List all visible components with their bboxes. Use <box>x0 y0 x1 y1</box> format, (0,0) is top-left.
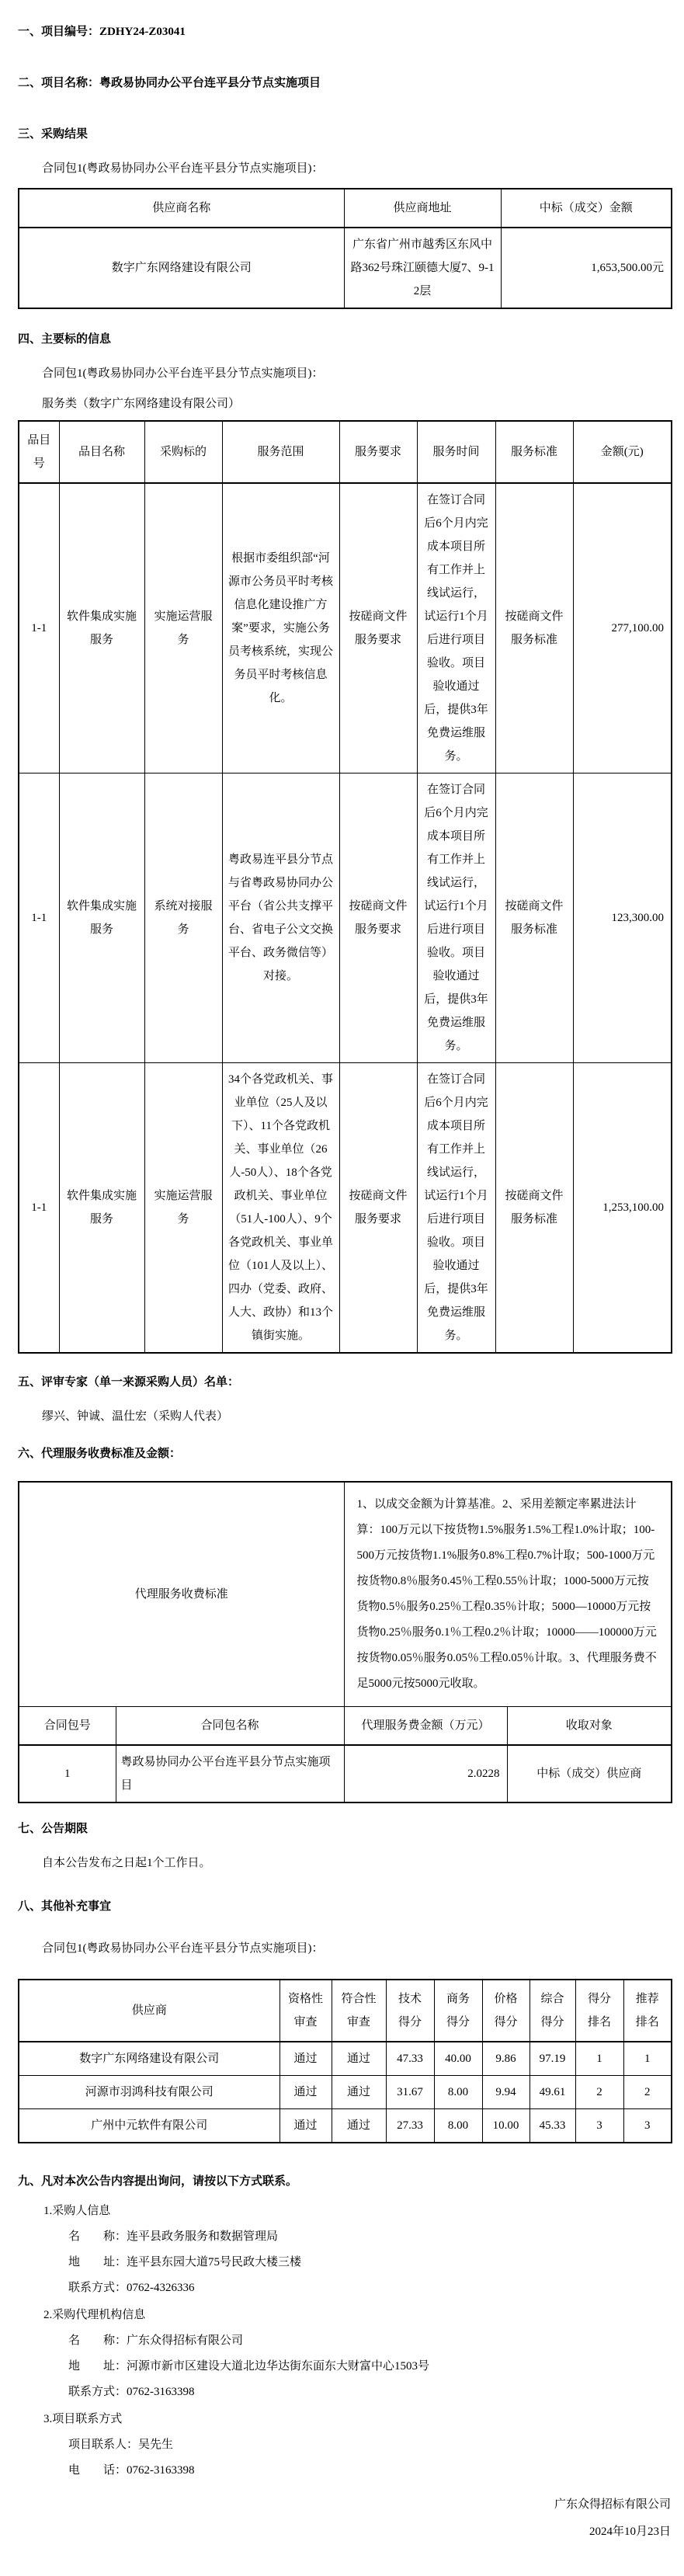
header-cell: 供应商 <box>19 1980 280 2042</box>
subject-cell: 系统对接服务 <box>144 773 222 1063</box>
header-cell: 合同包号 <box>19 1707 116 1746</box>
header-cell: 金额(元) <box>573 421 672 483</box>
header-cell: 服务时间 <box>417 421 495 483</box>
header-cell: 服务标准 <box>495 421 573 483</box>
business-score-cell: 8.00 <box>434 2076 482 2109</box>
price-score-cell: 9.86 <box>482 2042 529 2076</box>
project-contact-phone-line: 电 话：0762-3163398 <box>68 2464 195 2477</box>
service-time-cell: 在签订合同后6个月内完成本项目所有工作并上线试运行，试运行1个月后进行项目验收。项目验收通过后，提供3年免费运维服务。 <box>417 483 495 773</box>
business-score-cell: 8.00 <box>434 2109 482 2143</box>
total-score-cell: 49.61 <box>529 2076 575 2109</box>
project-contact-heading: 3.项目联系方式 <box>43 2413 123 2425</box>
header-cell: 商务得分 <box>434 1980 482 2042</box>
service-scope-cell: 34个各党政机关、事业单位（25人及以下）、11个各党政机关、事业单位（26人-50人）、18个各党政机关、事业单位（51人-100人）、9个各党政机关、事业单位（101人及以上）、四办（党委、政府、人大、政协）和13个镇街实施。 <box>222 1063 339 1354</box>
agency-address-line: 地 址：河源市新市区建设大道北边华达街东面东大财富中心1503号 <box>68 2360 430 2373</box>
score-rank-cell: 2 <box>575 2076 623 2109</box>
service-requirement-cell: 按磋商文件服务要求 <box>339 483 417 773</box>
subject-cell: 实施运营服务 <box>144 1063 222 1354</box>
technical-score-cell: 47.33 <box>386 2042 434 2076</box>
total-score-cell: 97.19 <box>529 2042 575 2076</box>
section-project-name-title: 二、项目名称：粤政易协同办公平台连平县分节点实施项目 <box>18 77 321 89</box>
section-experts-title: 五、评审专家（单一来源采购人员）名单： <box>18 1376 240 1389</box>
subject-info-table <box>18 420 672 1354</box>
price-score-cell: 9.94 <box>482 2076 529 2109</box>
section-other-matters-title: 八、其他补充事宜 <box>18 1900 112 1913</box>
service-standard-cell: 按磋商文件服务标准 <box>495 483 573 773</box>
qualification-review-cell: 通过 <box>280 2042 332 2076</box>
table-row <box>19 1063 672 1354</box>
section-contact-title: 九、凡对本次公告内容提出询问，请按以下方式联系。 <box>18 2175 298 2188</box>
service-requirement-cell: 按磋商文件服务要求 <box>339 1063 417 1354</box>
package-no-cell: 1 <box>19 1745 116 1803</box>
agency-fee-amount-cell: 2.0228 <box>344 1745 507 1803</box>
header-cell: 品目名称 <box>59 421 144 483</box>
header-cell: 服务要求 <box>339 421 417 483</box>
header-cell: 服务范围 <box>222 421 339 483</box>
score-rank-cell: 3 <box>575 2109 623 2143</box>
fee-payer-cell: 中标（成交）供应商 <box>507 1745 672 1803</box>
qualification-review-cell: 通过 <box>280 2076 332 2109</box>
header-cell: 价格得分 <box>482 1980 529 2042</box>
subject-cell: 实施运营服务 <box>144 483 222 773</box>
supplier-name-cell: 数字广东网络建设有限公司 <box>19 2042 280 2076</box>
service-scope-cell: 根据市委组织部“河源市公务员平时考核信息化建设推广方案”要求，实施公务员考核系统，实现公务员平时考核信息化。 <box>222 483 339 773</box>
conformity-review-cell: 通过 <box>332 2076 386 2109</box>
header-cell: 供应商名称 <box>19 189 344 228</box>
recommend-rank-cell: 1 <box>623 2042 672 2076</box>
service-requirement-cell: 按磋商文件服务要求 <box>339 773 417 1063</box>
amount-cell: 1,253,100.00 <box>573 1063 672 1354</box>
header-cell: 符合性审查 <box>332 1980 386 2042</box>
service-time-cell: 在签订合同后6个月内完成本项目所有工作并上线试运行，试运行1个月后进行项目验收。项目验收通过后，提供3年免费运维服务。 <box>417 773 495 1063</box>
section-procurement-result-title: 三、采购结果 <box>18 128 89 141</box>
agency-info-heading: 2.采购代理机构信息 <box>43 2309 146 2321</box>
item-no-cell: 1-1 <box>19 483 59 773</box>
table-row <box>19 773 672 1063</box>
table-row <box>19 2076 672 2109</box>
contract-package-intro: 合同包1(粤政易协同办公平台连平县分节点实施项目)： <box>42 162 324 175</box>
agency-phone-line: 联系方式：0762-3163398 <box>68 2386 195 2398</box>
header-cell: 采购标的 <box>144 421 222 483</box>
supplier-address-cell: 广东省广州市越秀区东风中路362号珠江颐德大厦7、9-12层 <box>344 228 501 308</box>
table-header-row <box>19 421 672 483</box>
qualification-review-cell: 通过 <box>280 2109 332 2143</box>
table-row <box>19 1482 672 1707</box>
section-project-number-title: 一、项目编号：ZDHY24-Z03041 <box>18 26 186 38</box>
footer-date: 2024年10月23日 <box>589 2526 671 2538</box>
score-rank-cell: 1 <box>575 2042 623 2076</box>
item-name-cell: 软件集成实施服务 <box>59 773 144 1063</box>
recommend-rank-cell: 3 <box>623 2109 672 2143</box>
table-header-row <box>19 1707 672 1746</box>
contract-package-intro: 合同包1(粤政易协同办公平台连平县分节点实施项目)： <box>42 1942 324 1955</box>
table-row <box>19 1745 672 1803</box>
table-row <box>19 483 672 773</box>
table-row <box>19 2109 672 2143</box>
purchaser-address-line: 地 址：连平县东园大道75号民政大楼三楼 <box>68 2256 302 2268</box>
item-name-cell: 软件集成实施服务 <box>59 483 144 773</box>
business-score-cell: 40.00 <box>434 2042 482 2076</box>
header-cell: 推荐排名 <box>623 1980 672 2042</box>
contract-package-intro: 合同包1(粤政易协同办公平台连平县分节点实施项目)： <box>42 367 324 380</box>
package-name-cell: 粤政易协同办公平台连平县分节点实施项目 <box>116 1745 344 1803</box>
agency-fee-table <box>18 1481 672 1803</box>
section-subject-info-title: 四、主要标的信息 <box>18 333 112 346</box>
table-header-row <box>19 1980 672 2042</box>
item-no-cell: 1-1 <box>19 1063 59 1354</box>
fee-standard-text-cell: 1、以成交金额为计算基准。2、采用差额定率累进法计算：100万元以下按货物1.5%服务1.5%工程1.0%计取；100-500万元按货物1.1%服务0.8%工程0.7%计取；500-1000万元按货物0.8％服务0.45％工程0.55％计取；1000-5000万元按货物0.5％服务0.25％工程0.35％计取；5000—10000万元按货物0.25％服务0.1％工程0.2％计取；10000——100000万元按货物0.05％服务0.05％工程0.05％计取。3、代理服务费不足5000元按5000元收取。 <box>344 1482 672 1707</box>
purchaser-phone-line: 联系方式：0762-4326336 <box>68 2282 195 2294</box>
service-category-line: 服务类（数字广东网络建设有限公司） <box>42 398 241 410</box>
supplier-name-cell: 河源市羽鸿科技有限公司 <box>19 2076 280 2109</box>
announcement-period-text: 自本公告发布之日起1个工作日。 <box>42 1857 211 1869</box>
recommend-rank-cell: 2 <box>623 2076 672 2109</box>
amount-cell: 123,300.00 <box>573 773 672 1063</box>
amount-cell: 277,100.00 <box>573 483 672 773</box>
table-row <box>19 228 672 308</box>
header-cell: 供应商地址 <box>344 189 501 228</box>
item-name-cell: 软件集成实施服务 <box>59 1063 144 1354</box>
award-amount-cell: 1,653,500.00元 <box>501 228 672 308</box>
service-time-cell: 在签订合同后6个月内完成本项目所有工作并上线试运行，试运行1个月后进行项目验收。项目验收通过后，提供3年免费运维服务。 <box>417 1063 495 1354</box>
header-cell: 品目号 <box>19 421 59 483</box>
supplier-name-cell: 广州中元软件有限公司 <box>19 2109 280 2143</box>
header-cell: 综合得分 <box>529 1980 575 2042</box>
section-announcement-period-title: 七、公告期限 <box>18 1823 89 1835</box>
technical-score-cell: 31.67 <box>386 2076 434 2109</box>
header-cell: 技术得分 <box>386 1980 434 2042</box>
service-scope-cell: 粤政易连平县分节点与省粤政易协同办公平台（省公共支撑平台、省电子公文交换平台、政务微信等）对接。 <box>222 773 339 1063</box>
item-no-cell: 1-1 <box>19 773 59 1063</box>
agency-name-line: 名 称：广东众得招标有限公司 <box>68 2334 244 2347</box>
service-standard-cell: 按磋商文件服务标准 <box>495 773 573 1063</box>
procurement-result-table <box>18 188 672 309</box>
header-cell: 代理服务费金额（万元） <box>344 1707 507 1746</box>
purchaser-info-heading: 1.采购人信息 <box>43 2205 111 2217</box>
service-standard-cell: 按磋商文件服务标准 <box>495 1063 573 1354</box>
project-contact-person-line: 项目联系人：吴先生 <box>68 2439 174 2451</box>
footer-agency-signature: 广东众得招标有限公司 <box>554 2498 671 2511</box>
supplier-name-cell: 数字广东网络建设有限公司 <box>19 228 344 308</box>
conformity-review-cell: 通过 <box>332 2042 386 2076</box>
table-row <box>19 2042 672 2076</box>
conformity-review-cell: 通过 <box>332 2109 386 2143</box>
header-cell: 资格性审查 <box>280 1980 332 2042</box>
technical-score-cell: 27.33 <box>386 2109 434 2143</box>
purchaser-name-line: 名 称：连平县政务服务和数据管理局 <box>68 2230 279 2243</box>
header-cell: 中标（成交）金额 <box>501 189 672 228</box>
header-cell: 得分排名 <box>575 1980 623 2042</box>
fee-standard-label-cell: 代理服务收费标准 <box>19 1482 344 1707</box>
table-header-row <box>19 189 672 228</box>
header-cell: 合同包名称 <box>116 1707 344 1746</box>
section-agency-fee-title: 六、代理服务收费标准及金额： <box>18 1448 182 1460</box>
header-cell: 收取对象 <box>507 1707 672 1746</box>
experts-list: 缪兴、钟诚、温仕宏（采购人代表） <box>42 1410 229 1423</box>
evaluation-score-table <box>18 1979 672 2143</box>
price-score-cell: 10.00 <box>482 2109 529 2143</box>
total-score-cell: 45.33 <box>529 2109 575 2143</box>
